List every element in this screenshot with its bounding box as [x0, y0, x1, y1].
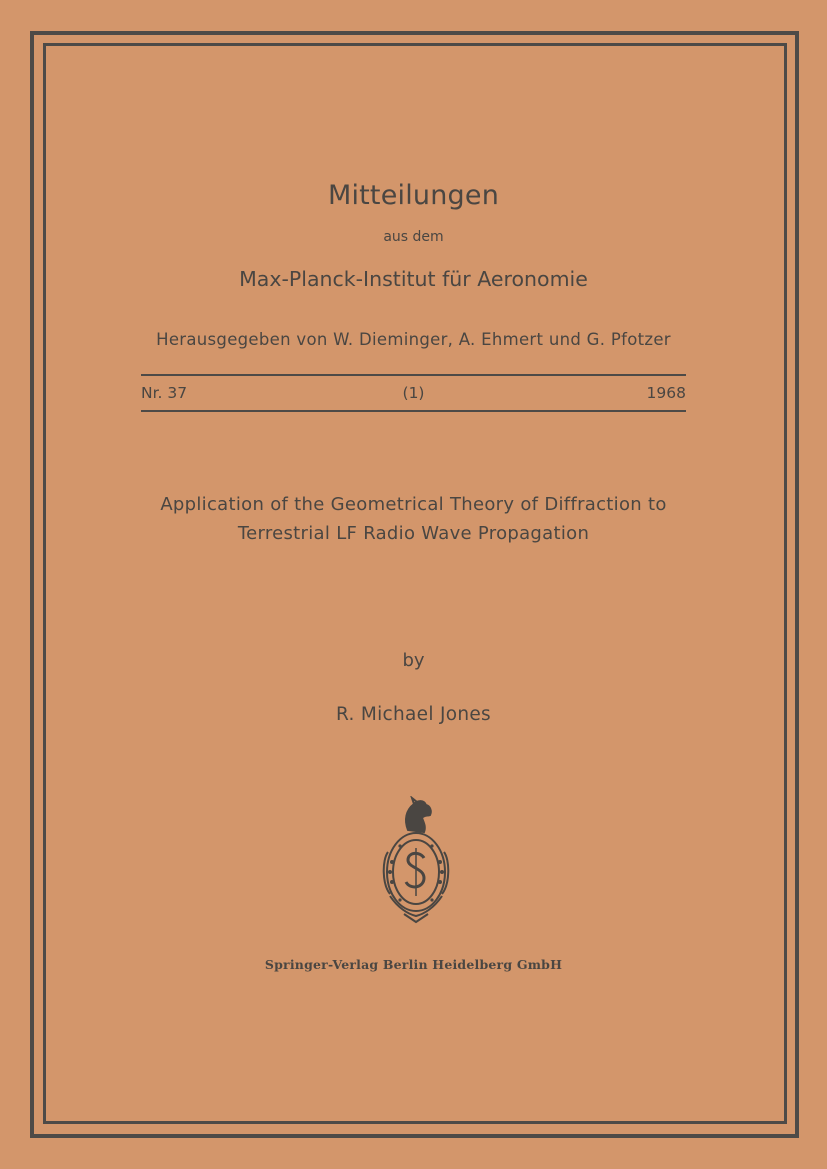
issue-bottom-rule — [141, 410, 686, 412]
work-title-line-1: Application of the Geometrical Theory of Diffraction to — [160, 494, 667, 515]
work-title-line-2: Terrestrial LF Radio Wave Propagation — [237, 523, 590, 544]
work-title — [0, 490, 827, 548]
issue-year: 1968 — [646, 384, 686, 402]
issue-top-rule — [141, 374, 686, 376]
by-label: by — [402, 650, 425, 671]
series-title: Mitteilungen — [327, 180, 500, 211]
springer-knight-logo-icon — [378, 796, 454, 924]
issue-number: Nr. 37 — [141, 384, 188, 402]
editors-line: Herausgegeben von W. Dieminger, A. Ehmert und G. Pfotzer — [156, 330, 671, 349]
issue-row — [141, 384, 686, 406]
author-name: R. Michael Jones — [335, 704, 491, 725]
issue-part: (1) — [402, 384, 425, 402]
series-from-label: aus dem — [383, 229, 444, 245]
publisher-name: Springer-Verlag Berlin Heidelberg GmbH — [264, 957, 563, 972]
institute-name: Max-Planck-Institut für Aeronomie — [239, 267, 588, 291]
